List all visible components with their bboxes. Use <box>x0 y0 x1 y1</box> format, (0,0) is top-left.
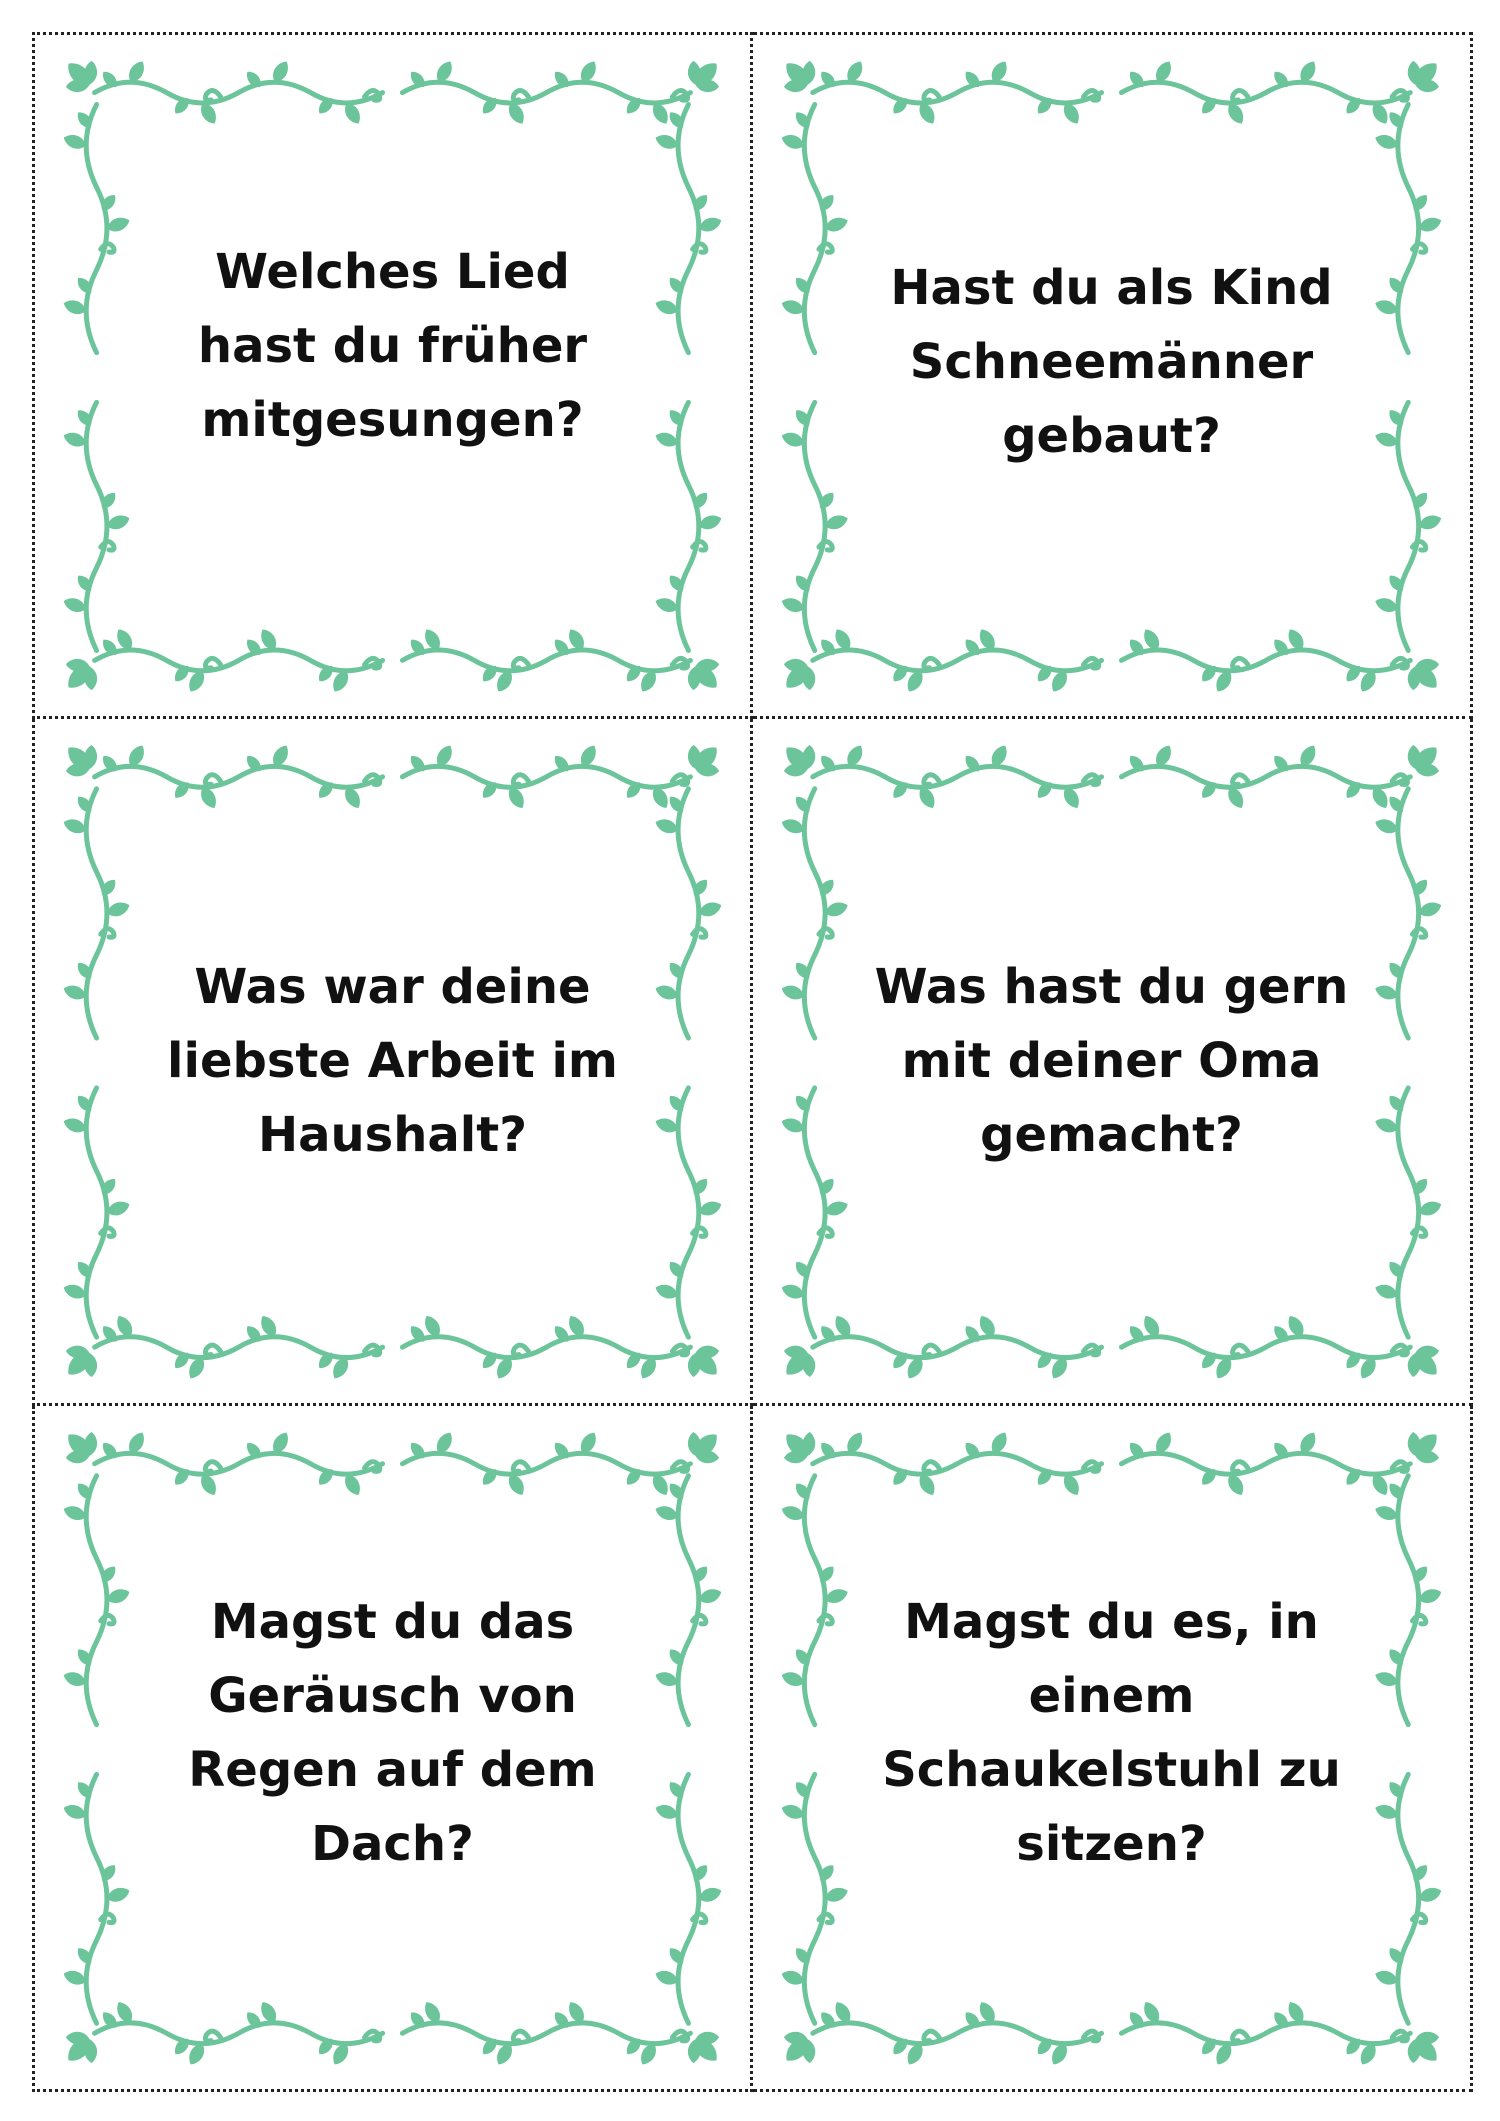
card-question-text: Hast du als Kind Schneemänner gebaut? <box>890 259 1333 464</box>
question-card-5 <box>32 1406 753 2092</box>
question-card-3 <box>32 719 753 1406</box>
card-question-text: Was hast du gern mit deiner Oma gemacht? <box>874 959 1349 1163</box>
card-question-text: Magst du es, in einem Schaukelstuhl zu sitzen? <box>882 1593 1341 1872</box>
card-sheet <box>32 32 1473 2092</box>
card-question-text: Magst du das Geräusch von Regen auf dem Dach? <box>188 1593 597 1872</box>
card-question-text: Welches Lied hast du früher mitgesungen? <box>197 243 588 448</box>
question-card-6 <box>753 1406 1473 2092</box>
card-question-text: Was war deine liebste Arbeit im Haushalt? <box>167 959 618 1163</box>
question-card-1 <box>32 32 753 719</box>
question-card-4 <box>753 719 1473 1406</box>
question-card-2 <box>753 32 1473 719</box>
